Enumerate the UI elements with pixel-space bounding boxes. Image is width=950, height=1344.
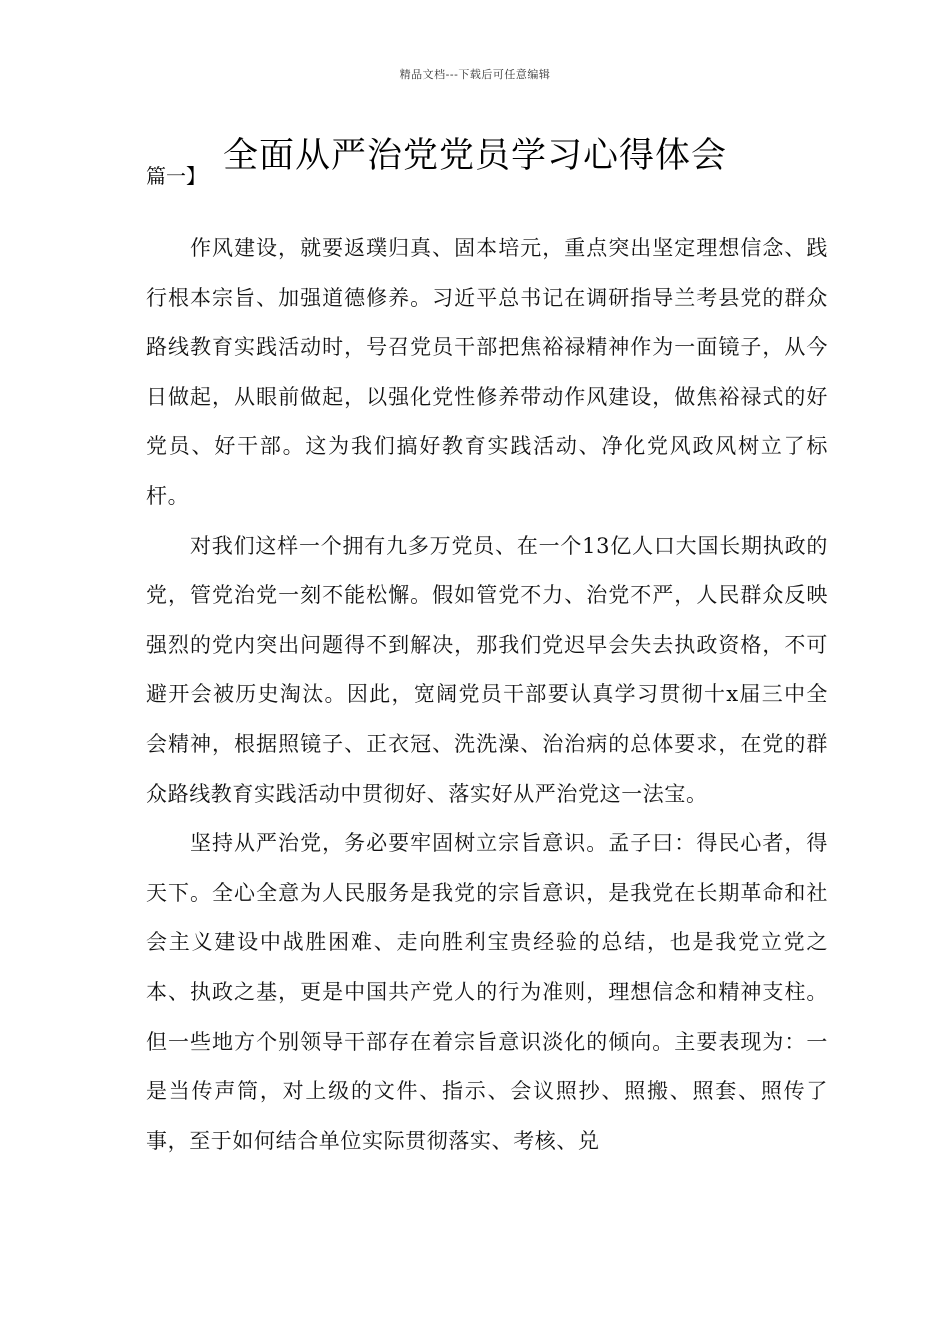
paragraph-2: 对我们这样一个拥有九多万党员、在一个13亿人口大国长期执政的党，管党治党一刻不能松懈。假如管党不力、治党不严，人民群众反映强烈的党内突出问题得不到解决，那我们党迟早会失去执政资格，不可避开会被历史淘汰。因此，宽阔党员干部要认真学习贯彻十x届三中全会精神，根据照镜子、正衣冠、洗洗澡、治治病的总体要求，在党的群众路线教育实践活动中贯彻好、落实好从严治党这一法宝。 <box>146 533 828 806</box>
section-label: 篇一】 <box>146 164 206 188</box>
paragraph-3: 坚持从严治党，务必要牢固树立宗旨意识。孟子曰：得民心者，得天下。全心全意为人民服务是我党的宗旨意识，是我党在长期革命和社会主义建设中战胜困难、走向胜利宝贵经验的总结，也是我党立党之本、执政之基，更是中国共产党人的行为准则，理想信念和精神支柱。但一些地方个别领导干部存在着宗旨意识淡化的倾向。主要表现为：一是当传声筒，对上级的文件、指示、会议照抄、照搬、照套、照传了事，至于如何结合单位实际贯彻落实、考核、兑 <box>146 831 828 1153</box>
paragraph-1: 作风建设，就要返璞归真、固本培元，重点突出坚定理想信念、践行根本宗旨、加强道德修养。习近平总书记在调研指导兰考县党的群众路线教育实践活动时，号召党员干部把焦裕禄精神作为一面镜子，从今日做起，从眼前做起，以强化党性修养带动作风建设，做焦裕禄式的好党员、好干部。这为我们搞好教育实践活动、净化党风政风树立了标杆。 <box>146 236 828 508</box>
document-title: 全面从严治党党员学习心得体会 <box>222 136 727 176</box>
body-text <box>146 224 828 1166</box>
header-note: 精品文档---下载后可任意编辑 <box>399 68 551 81</box>
